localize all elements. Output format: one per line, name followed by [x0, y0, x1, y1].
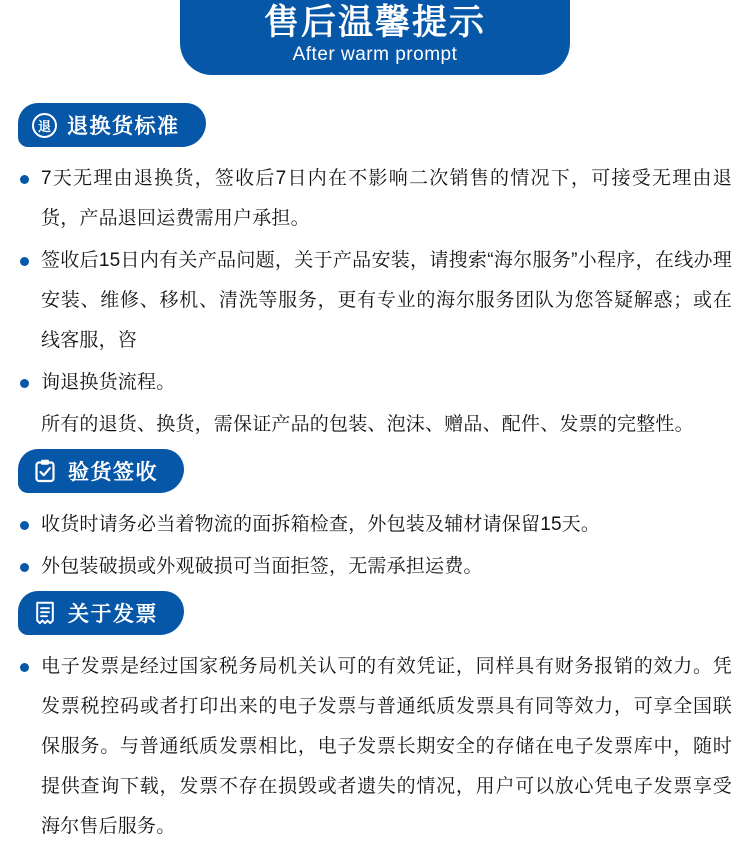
- list-item-text: 签收后15日内有关产品问题，关于产品安装，请搜索“海尔服务”小程序，在线办理安装、维修、移机、清洗等服务，更有专业的海尔服务团队为您答疑解惑；或在线客服，咨: [41, 250, 732, 351]
- list-item: [18, 241, 732, 361]
- sections-container: [0, 103, 750, 847]
- section-items: [18, 159, 732, 445]
- section-badge: [18, 103, 206, 147]
- page-subtitle: After warm prompt: [292, 44, 458, 66]
- list-item: [18, 547, 732, 587]
- clipboard-check-icon: [32, 458, 58, 484]
- list-item: [18, 505, 732, 545]
- list-item-text: 7天无理由退换货，签收后7日内在不影响二次销售的情况下，可接受无理由退货，产品退回运费需用户承担。: [41, 168, 732, 229]
- bullet-dot-icon: [20, 175, 29, 184]
- invoice-icon: [32, 600, 58, 626]
- section-badge: [18, 591, 184, 635]
- policy-section: [18, 103, 732, 445]
- section-items: [18, 647, 732, 847]
- section-badge-label: 验货签收: [68, 461, 158, 484]
- page-banner: [180, 0, 570, 75]
- bullet-dot-icon: [20, 379, 29, 388]
- bullet-dot-icon: [20, 663, 29, 672]
- list-item: [18, 647, 732, 847]
- policy-section: [18, 591, 732, 847]
- policy-section: [18, 449, 732, 587]
- bullet-dot-icon: [20, 563, 29, 572]
- list-item: [18, 363, 732, 403]
- section-badge-label: 退换货标准: [67, 115, 180, 138]
- list-item: [18, 405, 732, 445]
- page-title: 售后温馨提示: [263, 2, 486, 42]
- list-item-text: 询退换货流程。: [41, 372, 176, 393]
- list-item-text: 收货时请务必当着物流的面拆箱检查，外包装及辅材请保留15天。: [41, 514, 601, 535]
- bullet-dot-icon: [20, 257, 29, 266]
- list-item: [18, 159, 732, 239]
- section-items: [18, 505, 732, 587]
- section-badge-label: 关于发票: [68, 603, 158, 626]
- section-badge: [18, 449, 184, 493]
- return-circle-icon: 退: [32, 113, 57, 138]
- list-item-text: 电子发票是经过国家税务局机关认可的有效凭证，同样具有财务报销的效力。凭发票税控码或者打印出来的电子发票与普通纸质发票具有同等效力，可享全国联保服务。与普通纸质发票相比，电子发票长期安全的存储在电子发票库中，随时提供查询下载，发票不存在损毁或者遗失的情况，用户可以放心凭电子发票享受海尔售后服务。: [41, 656, 732, 837]
- list-item-text: 所有的退货、换货，需保证产品的包装、泡沫、赠品、配件、发票的完整性。: [41, 414, 694, 435]
- bullet-dot-icon: [20, 521, 29, 530]
- list-item-text: 外包装破损或外观破损可当面拒签，无需承担运费。: [41, 556, 483, 577]
